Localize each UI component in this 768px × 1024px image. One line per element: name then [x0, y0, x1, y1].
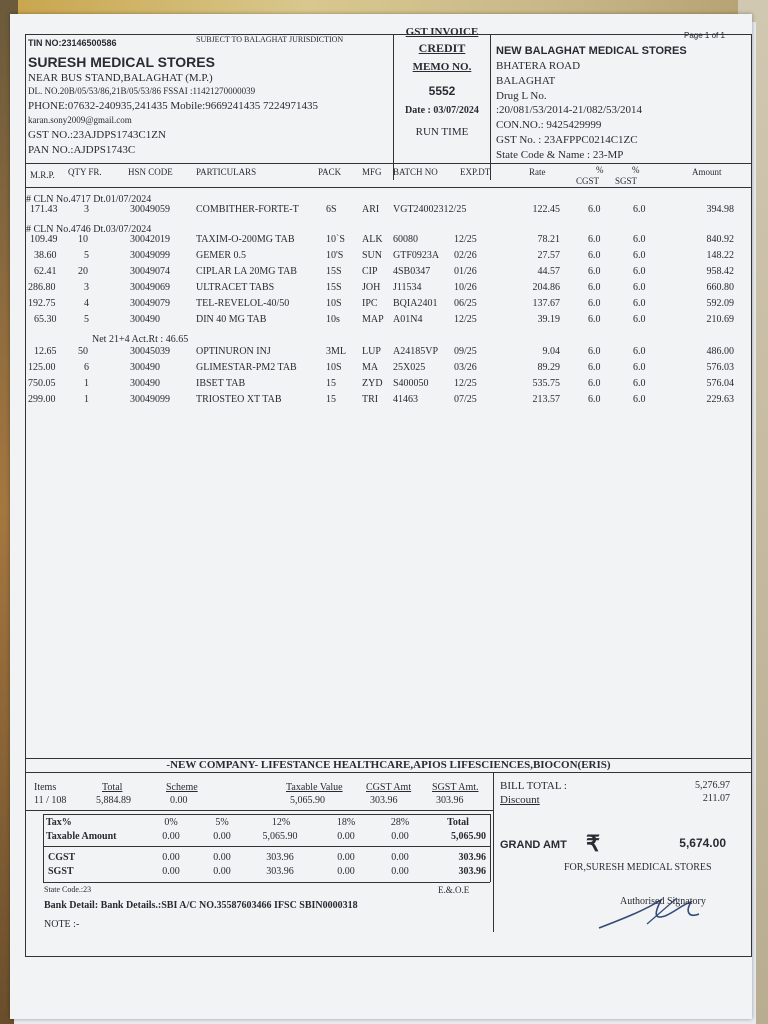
cell-hsn: 30045039: [130, 346, 170, 357]
company-note: -NEW COMPANY- LIFESTANCE HEALTHCARE,APIOS LIFESCIENCES,BIOCON(ERIS): [166, 759, 611, 771]
cell-sgst: 6.0: [633, 266, 646, 277]
cell-qty: 1: [84, 378, 89, 389]
scheme-value: 0.00: [170, 795, 188, 806]
col-particulars: PARTICULARS: [196, 167, 257, 177]
cell-sgst: 6.0: [633, 362, 646, 373]
scheme-label: Scheme: [166, 782, 198, 793]
bill-total-label: BILL TOTAL :: [500, 780, 567, 792]
cgst-row-label: CGST: [48, 852, 76, 863]
seller-name: SURESH MEDICAL STORES: [28, 54, 215, 70]
sgst-row-label: SGST: [48, 866, 74, 877]
cell-sgst: 6.0: [633, 282, 646, 293]
col-batch: BATCH NO: [393, 167, 438, 177]
memo-label: MEMO NO.: [412, 61, 472, 73]
table-row: [10, 346, 752, 360]
cell-mfg: ZYD: [362, 378, 383, 389]
cell-mrp: 286.80: [28, 282, 56, 293]
memo-number: 5552: [428, 84, 456, 98]
sgst-5: 0.00: [213, 866, 231, 877]
cell-mfg: IPC: [362, 298, 378, 309]
sgst-0: 0.00: [162, 866, 180, 877]
cell-qty: 1: [84, 394, 89, 405]
cell-pack: 15S: [326, 266, 342, 277]
cell-qty: 5: [84, 314, 89, 325]
cell-sgst: 6.0: [633, 394, 646, 405]
jurisdiction: SUBJECT TO BALAGHAT JURISDICTION: [196, 35, 344, 44]
col-exp: EXP.DT: [460, 167, 491, 177]
cell-mfg: SUN: [362, 250, 383, 261]
table-row: [10, 394, 752, 408]
cell-qty: 3: [84, 204, 89, 215]
note-label: NOTE :-: [44, 919, 80, 930]
cell-name: TEL-REVELOL-40/50: [196, 298, 290, 309]
sgst-28: 0.00: [391, 866, 409, 877]
cell-cgst: 6.0: [588, 266, 601, 277]
col-cgst: CGST: [576, 176, 600, 186]
company-bottom-line: [25, 772, 752, 773]
table-row: [10, 378, 752, 392]
taxable-12: 5,065.90: [262, 831, 298, 842]
table-row: [10, 250, 752, 264]
cell-pack: 6S: [326, 204, 337, 215]
table-row: [10, 362, 752, 376]
cell-amount: 210.69: [706, 314, 734, 325]
cell-name: TAXIM-O-200MG TAB: [196, 234, 295, 245]
cell-name: IBSET TAB: [196, 378, 246, 389]
cell-hsn: 30049059: [130, 204, 170, 215]
table-row: [10, 314, 752, 328]
cgst-0: 0.00: [162, 852, 180, 863]
seller-pan: PAN NO.:AJDPS1743C: [28, 144, 136, 156]
cell-qty: 3: [84, 282, 89, 293]
cell-mfg: ALK: [362, 234, 383, 245]
cgst-28: 0.00: [391, 852, 409, 863]
cell-amount: 660.80: [706, 282, 734, 293]
cln-note-1: # CLN No.4717 Dt.01/07/2024: [26, 194, 152, 205]
cell-rate: 122.45: [532, 204, 560, 215]
state-code: State Code.:23: [44, 885, 92, 894]
total-label: Total: [102, 782, 123, 793]
col-mfg: MFG: [362, 167, 382, 177]
net-note: Net 21+4 Act.Rt : 46.65: [92, 334, 189, 345]
col-sgst-pct: %: [632, 165, 640, 175]
cell-pack: 10`S: [326, 234, 345, 245]
cell-hsn: 300490: [130, 378, 160, 389]
invoice-date: Date : 03/07/2024: [405, 105, 479, 116]
cell-amount: 592.09: [706, 298, 734, 309]
invoice-payment: CREDIT: [418, 41, 466, 55]
tax-table-line-2: [43, 846, 490, 847]
cell-pack: 15S: [326, 282, 342, 293]
cell-mrp: 750.05: [28, 378, 56, 389]
rupee-icon: ₹: [586, 831, 600, 856]
total-value: 5,884.89: [96, 795, 131, 806]
col-mrp: M.R.P.: [30, 170, 55, 180]
tax-head-0: 0%: [164, 817, 178, 828]
cell-name: COMBITHER-FORTE-T: [196, 204, 299, 215]
page-number: Page 1 of 1: [684, 31, 725, 40]
items-value: 11 / 108: [34, 795, 67, 806]
cell-sgst: 6.0: [633, 250, 646, 261]
col-qty: QTY FR.: [68, 167, 102, 177]
seller-phone: PHONE:07632-240935,241435 Mobile:9669241435 7224971435: [28, 100, 318, 112]
cell-pack: 10S: [326, 298, 342, 309]
sgst-amt-label: SGST Amt.: [432, 782, 479, 793]
cell-batch: GTF0923A: [393, 250, 440, 261]
buyer-name: NEW BALAGHAT MEDICAL STORES: [496, 45, 687, 57]
run-time: RUN TIME: [415, 126, 469, 138]
cell-sgst: 6.0: [633, 314, 646, 325]
buyer-address-1: BHATERA ROAD: [496, 60, 581, 72]
cell-pack: 3ML: [326, 346, 346, 357]
grand-amt-value: 5,674.00: [679, 836, 726, 850]
cgst-18: 0.00: [337, 852, 355, 863]
cell-name: GLIMESTAR-PM2 TAB: [196, 362, 297, 373]
cgst-12: 303.96: [266, 852, 294, 863]
cell-mrp: 38.60: [34, 250, 57, 261]
cell-sgst: 6.0: [633, 378, 646, 389]
table-row: [10, 266, 752, 280]
seller-tin: TIN NO:23146500586: [28, 38, 117, 48]
cell-hsn: 300490: [130, 362, 160, 373]
buyer-drug-no: :20/081/53/2014-21/082/53/2014: [496, 104, 643, 116]
cell-amount: 394.98: [706, 204, 734, 215]
col-sgst: SGST: [615, 176, 638, 186]
authorised-signatory: Authorised Signatory: [620, 896, 706, 907]
cell-sgst: 6.0: [633, 346, 646, 357]
cln-note-2: # CLN No.4746 Dt.03/07/2024: [26, 224, 152, 235]
table-row: [10, 298, 752, 312]
cell-rate: 27.57: [537, 250, 560, 261]
header-divider-2: [490, 34, 491, 180]
tax-table-top-line: [25, 810, 493, 811]
tax-head-label: Tax%: [46, 817, 72, 828]
cell-batch: 25X025: [393, 362, 426, 373]
cell-rate: 9.04: [542, 346, 560, 357]
cell-exp: 09/25: [454, 346, 477, 357]
tax-head-28: 28%: [390, 817, 410, 828]
table-row: [10, 234, 752, 248]
cell-cgst: 6.0: [588, 346, 601, 357]
columns-bottom-line: [25, 187, 752, 188]
cell-mrp: 12.65: [34, 346, 57, 357]
cell-amount: 576.04: [706, 378, 734, 389]
sgst-total: 303.96: [458, 866, 486, 877]
cell-amount: 840.92: [706, 234, 734, 245]
tax-head-18: 18%: [336, 817, 356, 828]
cell-qty: 50: [78, 346, 88, 357]
sgst-18: 0.00: [337, 866, 355, 877]
items-label: Items: [34, 782, 57, 793]
cell-mrp: 299.00: [28, 394, 56, 405]
cell-exp: 02/26: [454, 250, 477, 261]
cell-amount: 958.42: [706, 266, 734, 277]
cell-qty: 5: [84, 250, 89, 261]
cell-rate: 137.67: [532, 298, 560, 309]
cell-mfg: TRI: [362, 394, 379, 405]
cell-cgst: 6.0: [588, 378, 601, 389]
cell-qty: 20: [78, 266, 88, 277]
invoice-sheet: [10, 14, 752, 1019]
cell-rate: 39.19: [537, 314, 560, 325]
taxable-28: 0.00: [391, 831, 409, 842]
cell-mfg: MA: [362, 362, 379, 373]
cell-mrp: 192.75: [28, 298, 56, 309]
cell-pack: 15: [326, 378, 336, 389]
cell-pack: 10S: [326, 362, 342, 373]
col-pack: PACK: [318, 167, 342, 177]
cell-mrp: 65.30: [34, 314, 57, 325]
seller-address: NEAR BUS STAND,BALAGHAT (M.P.): [28, 72, 213, 84]
col-cgst-pct: %: [596, 165, 604, 175]
cell-sgst: 6.0: [633, 298, 646, 309]
cell-sgst: 6.0: [633, 234, 646, 245]
cell-cgst: 6.0: [588, 298, 601, 309]
tax-table-line-3: [43, 882, 490, 883]
cell-exp: 07/25: [454, 394, 477, 405]
cell-cgst: 6.0: [588, 204, 601, 215]
cell-mrp: 171.43: [30, 204, 58, 215]
cell-rate: 204.86: [532, 282, 560, 293]
cell-batch: S400050: [393, 378, 429, 389]
cell-hsn: 30049099: [130, 250, 170, 261]
cell-rate: 89.29: [537, 362, 560, 373]
tax-head-12: 12%: [271, 817, 291, 828]
cell-hsn: 30049069: [130, 282, 170, 293]
cell-mfg: LUP: [362, 346, 381, 357]
cell-name: CIPLAR LA 20MG TAB: [196, 266, 297, 277]
cell-amount: 486.00: [706, 346, 734, 357]
cell-batch: J11534: [393, 282, 422, 293]
cell-qty: 4: [84, 298, 89, 309]
cell-cgst: 6.0: [588, 234, 601, 245]
cell-pack: 10s: [326, 314, 340, 325]
cell-amount: 576.03: [706, 362, 734, 373]
cell-batch: 60080: [393, 234, 418, 245]
buyer-drug-label: Drug L No.: [496, 90, 547, 102]
cell-exp: 12/25: [454, 234, 477, 245]
cell-hsn: 300490: [130, 314, 160, 325]
cell-exp: 12/25: [454, 314, 477, 325]
cell-name: GEMER 0.5: [196, 250, 246, 261]
cell-amount: 148.22: [706, 250, 734, 261]
cell-batch: BQIA2401: [393, 298, 438, 309]
taxable-total: 5,065.90: [451, 831, 486, 842]
cell-rate: 44.57: [537, 266, 560, 277]
cell-name: ULTRACET TABS: [196, 282, 275, 293]
taxable-0: 0.00: [162, 831, 180, 842]
cell-pack: 10'S: [326, 250, 344, 261]
discount-label: Discount: [500, 794, 540, 806]
tax-head-5: 5%: [215, 817, 229, 828]
tax-table-left: [43, 814, 44, 882]
cell-cgst: 6.0: [588, 282, 601, 293]
cgst-5: 0.00: [213, 852, 231, 863]
seller-dl-fssai: DL. NO.20B/05/53/86,21B/05/53/86 FSSAI :11421270000039: [28, 86, 256, 96]
columns-top-line: [25, 163, 752, 164]
cell-hsn: 30049074: [130, 266, 170, 277]
cell-mrp: 62.41: [34, 266, 57, 277]
cell-cgst: 6.0: [588, 314, 601, 325]
cell-qty: 6: [84, 362, 89, 373]
cell-name: TRIOSTEO XT TAB: [196, 394, 282, 405]
cell-batch: A24185VP: [393, 346, 439, 357]
cell-batch: 4SB0347: [393, 266, 431, 277]
cell-hsn: 30049079: [130, 298, 170, 309]
cell-exp: 01/26: [454, 266, 477, 277]
cell-rate: 535.75: [532, 378, 560, 389]
seller-gst: GST NO.:23AJDPS1743C1ZN: [28, 129, 166, 141]
eoe: E.&.O.E: [438, 885, 470, 895]
cell-hsn: 30049099: [130, 394, 170, 405]
cell-mfg: CIP: [362, 266, 378, 277]
table-row: [10, 282, 752, 296]
cell-mrp: 125.00: [28, 362, 56, 373]
cell-name: DIN 40 MG TAB: [196, 314, 267, 325]
table-row: [10, 204, 752, 218]
cell-batch: 41463: [393, 394, 418, 405]
cell-batch: A01N4: [393, 314, 423, 325]
grand-amt-label: GRAND AMT: [500, 839, 567, 851]
buyer-address-2: BALAGHAT: [496, 75, 556, 87]
bank-detail: Bank Detail: Bank Details.:SBI A/C NO.35587603466 IFSC SBIN0000318: [44, 900, 358, 911]
cell-mfg: ARI: [362, 204, 380, 215]
cell-hsn: 30042019: [130, 234, 170, 245]
cell-rate: 213.57: [532, 394, 560, 405]
cell-exp: 03/26: [454, 362, 477, 373]
cgst-amt-value: 303.96: [370, 795, 398, 806]
taxable-value: 5,065.90: [290, 795, 325, 806]
taxable-row-label: Taxable Amount: [46, 831, 117, 842]
cell-exp: 12/25: [454, 378, 477, 389]
discount-value: 211.07: [702, 793, 730, 804]
cell-pack: 15: [326, 394, 336, 405]
invoice-type: GST INVOICE: [405, 26, 479, 38]
col-amount: Amount: [692, 167, 722, 177]
summary-divider: [493, 772, 494, 932]
cell-mrp: 109.49: [30, 234, 58, 245]
buyer-state: State Code & Name : 23-MP: [496, 149, 624, 161]
tax-table-right: [490, 814, 491, 882]
buyer-gst: GST No. : 23AFPPC0214C1ZC: [496, 134, 638, 146]
seller-email: karan.sony2009@gmail.com: [28, 115, 132, 125]
cell-cgst: 6.0: [588, 362, 601, 373]
cell-rate: 78.21: [537, 234, 560, 245]
cell-cgst: 6.0: [588, 250, 601, 261]
cell-cgst: 6.0: [588, 394, 601, 405]
tax-table-line-1: [43, 814, 490, 815]
col-rate: Rate: [529, 167, 546, 177]
cell-name: OPTINURON INJ: [196, 346, 271, 357]
buyer-con-no: CON.NO.: 9425429999: [496, 119, 602, 131]
cell-sgst: 6.0: [633, 204, 646, 215]
taxable-18: 0.00: [337, 831, 355, 842]
bill-total-value: 5,276.97: [695, 780, 730, 791]
col-hsn: HSN CODE: [128, 167, 173, 177]
cell-mfg: JOH: [362, 282, 381, 293]
cgst-total: 303.96: [458, 852, 486, 863]
cell-amount: 229.63: [706, 394, 734, 405]
tax-head-total: Total: [447, 817, 469, 828]
cell-exp: 10/26: [454, 282, 477, 293]
cell-mfg: MAP: [362, 314, 384, 325]
cell-qty: 10: [78, 234, 88, 245]
sgst-12: 303.96: [266, 866, 294, 877]
cgst-amt-label: CGST Amt: [366, 782, 412, 793]
sgst-amt-value: 303.96: [436, 795, 464, 806]
cell-batch: VGT24002312/25: [393, 204, 467, 215]
taxable-label: Taxable Value: [286, 782, 343, 793]
cell-exp: 06/25: [454, 298, 477, 309]
taxable-5: 0.00: [213, 831, 231, 842]
for-store-label: FOR,SURESH MEDICAL STORES: [564, 862, 712, 873]
